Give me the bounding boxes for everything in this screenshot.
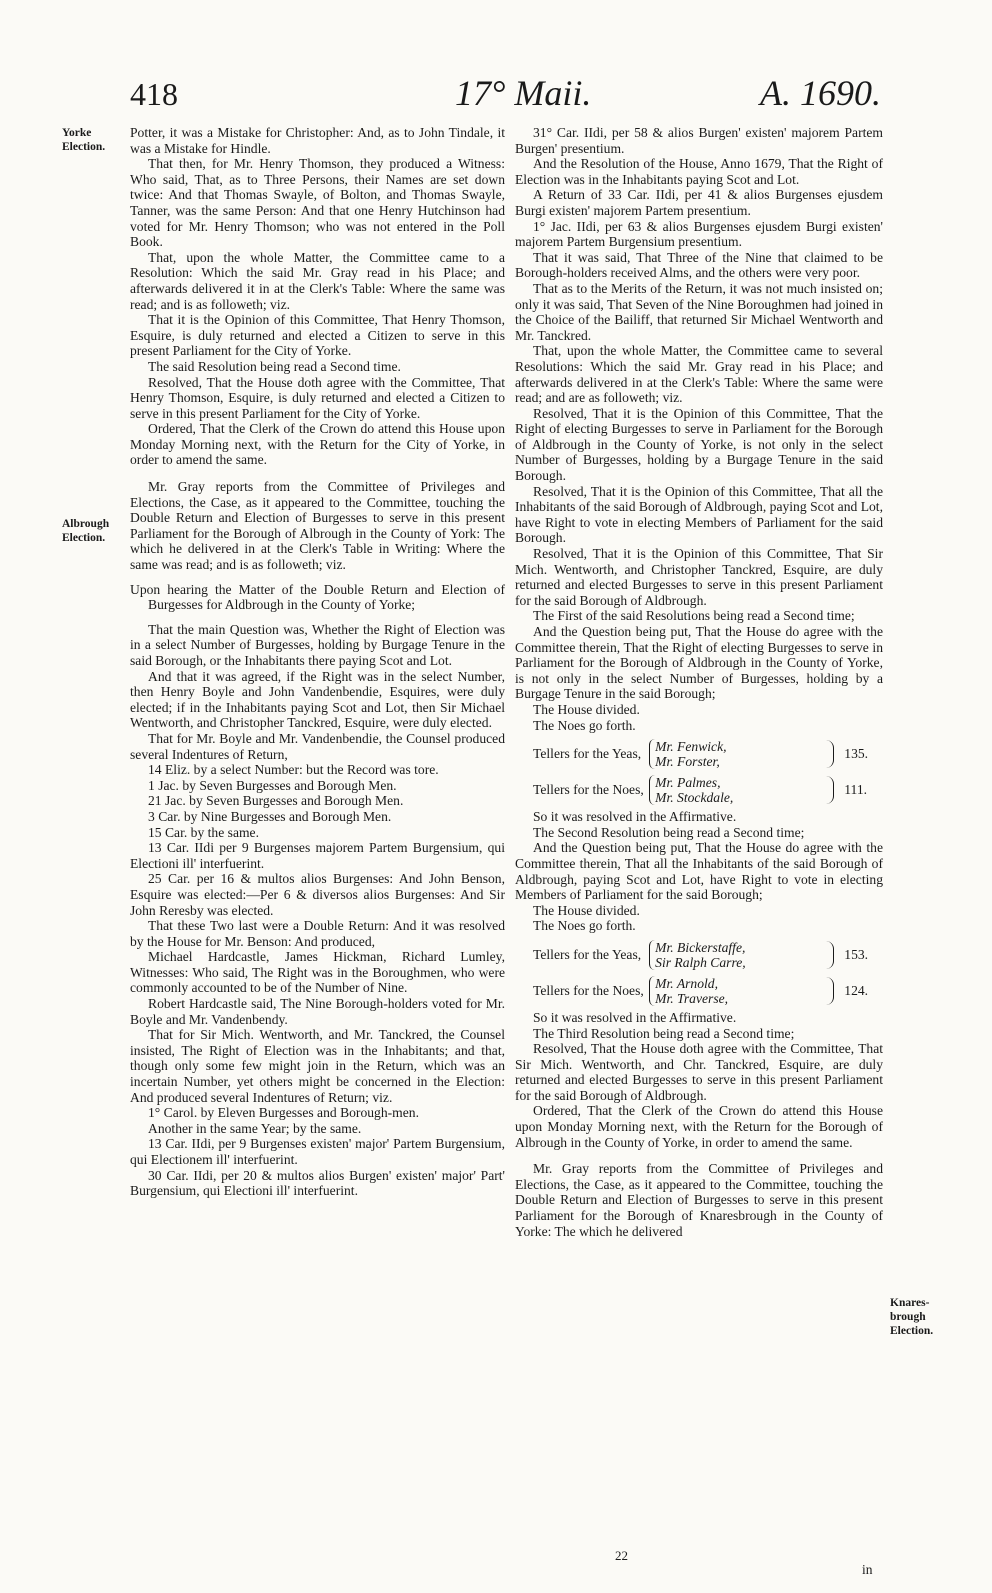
- paragraph: That, upon the whole Matter, the Committee came to several Resolutions: Which the said Mr. Gray read in his Place; and afterwards delivered in at the Clerk's Table: Where the same were read; and are as followeth; viz.: [515, 343, 883, 406]
- list-item: 25 Car. per 16 & multos alios Burgenses: And John Benson, Esquire was elected:—Per 6 & diversos alios Burgenses: And Sir John Reresby was elected.: [130, 871, 505, 918]
- list-item: 1 Jac. by Seven Burgesses and Borough Men.: [148, 777, 397, 793]
- brace: [820, 941, 835, 969]
- brace: [820, 776, 835, 804]
- paragraph: And that it was agreed, if the Right was in the select Number, then Henry Boyle and John Vandenbendie, Esquires, were duly elected; if in the Inhabitants paying Scot and Lot, then Sir Michael Wentworth, and Christopher Tanckred, Esquire, were duly elected.: [130, 668, 505, 731]
- paragraph: Mr. Gray reports from the Committee of Privileges and Elections, the Case, as it appeared to the Committee, touching the Double Return and Election of Burgesses to serve in this present Parliament for the Borough of Knaresbrough in the County of Yorke: The which he delivered: [515, 1161, 883, 1239]
- vote-count: 153.: [844, 947, 869, 963]
- paragraph: Upon hearing the Matter of the Double Return and Election of Burgesses for Aldbrough in the County of Yorke;: [130, 581, 505, 613]
- catchword: in: [862, 1562, 873, 1577]
- paragraph: The Noes go forth.: [533, 717, 636, 733]
- list-item: 13 Car. IIdi, per 9 Burgenses existen' major' Partem Burgensium, qui Electionem ill' interfuerint.: [130, 1136, 505, 1167]
- paragraph: The Noes go forth.: [533, 918, 636, 934]
- paragraph: That these Two last were a Double Return: And it was resolved by the House for Mr. Benson: And produced,: [130, 918, 505, 949]
- list-item: Another in the same Year; by the same.: [148, 1120, 362, 1136]
- list-item: 14 Eliz. by a select Number: but the Record was tore.: [148, 762, 439, 778]
- paragraph: That as to the Merits of the Return, it was not much insisted on; only it was said, That Seven of the Nine Boroughmen had joined in the Choice of the Bailiff, that returned Sir Michael Wentworth and Mr. Tanckred.: [515, 280, 883, 343]
- list-item: 3 Car. by Nine Burgesses and Borough Men.: [148, 808, 392, 824]
- paragraph: Potter, it was a Mistake for Christopher: And, as to John Tindale, it was a Mistake for Hindle.: [130, 125, 505, 156]
- teller-name: Mr. Bickerstaffe,: [655, 939, 746, 955]
- page-year: A. 1690.: [760, 73, 881, 113]
- paragraph: So it was resolved in the Affirmative.: [533, 1009, 737, 1025]
- paragraph: Resolved, That it is the Opinion of this Committee, That all the Inhabitants of the said Borough of Aldbrough, paying Scot and Lot, have Right to vote in electing Members of Parliament for the said Borough.: [515, 483, 883, 546]
- paragraph: And the Resolution of the House, Anno 1679, That the Right of Election was in the Inhabitants paying Scot and Lot.: [515, 156, 883, 187]
- signature-mark: 22: [615, 1548, 628, 1563]
- right-column: [515, 125, 883, 1239]
- tellers-label: Tellers for the Noes,: [533, 983, 644, 999]
- margin-note-knaresbrough: Knares-brough Election.: [890, 1297, 934, 1337]
- tellers-noes-division-1: [533, 775, 883, 805]
- page-header: [0, 72, 992, 122]
- tellers-label: Tellers for the Yeas,: [533, 947, 642, 963]
- brace: [820, 740, 835, 768]
- list-item: 30 Car. IIdi, per 20 & multos alios Burgen' existen' major' Part' Burgensium, qui Electioni ill' interfuerint.: [130, 1167, 505, 1199]
- page-number: 418: [130, 76, 178, 112]
- vote-count: 111.: [844, 782, 868, 798]
- paragraph: Resolved, That the House doth agree with the Committee, That Sir Mich. Wentworth, and Chr. Tanckred, Esquire, are duly returned and elected Burgesses to serve in this present Parliament for the said Borough of Aldbrough.: [515, 1041, 883, 1103]
- teller-name: Mr. Traverse,: [655, 990, 729, 1006]
- paragraph: That it was said, That Three of the Nine that claimed to be Borough-holders received Alms, and the others were very poor.: [515, 249, 883, 281]
- tellers-noes-division-2: [533, 976, 883, 1006]
- tellers-yeas-division-1: [533, 739, 883, 769]
- paragraph: That the main Question was, Whether the Right of Election was in a select Number of Burgesses, holding by Burgage Tenure in the said Borough, or the Inhabitants there paying Scot and Lot.: [130, 621, 505, 668]
- paragraph: And the Question being put, That the House do agree with the Committee therein, That all the Inhabitants of the said Borough of Aldbrough, paying Scot and Lot, have Right to vote in electing Members of Parliament for the said Borough;: [515, 840, 883, 903]
- paragraph: That, upon the whole Matter, the Committee came to a Resolution: Which the said Mr. Gray read in his Place; and afterwards delivered it in at the Clerk's Table: Where the same was read; and is as followeth; viz.: [130, 249, 505, 312]
- paragraph: The House divided.: [533, 701, 640, 717]
- page-date: 17° Maii.: [455, 73, 592, 113]
- paragraph: Ordered, That the Clerk of the Crown do attend this House upon Monday Morning next, with the Return for the City of Yorke, in order to amend the same.: [130, 421, 505, 468]
- tellers-names: [649, 739, 820, 769]
- teller-name: Mr. Palmes,: [655, 775, 721, 791]
- margin-note-yorke: Yorke Election.: [62, 127, 106, 153]
- tellers-label: Tellers for the Noes,: [533, 782, 644, 798]
- tellers-yeas-division-2: [533, 940, 883, 970]
- paragraph: So it was resolved in the Affirmative.: [533, 809, 737, 825]
- paragraph: The First of the said Resolutions being read a Second time;: [533, 608, 855, 624]
- teller-name: Mr. Arnold,: [655, 975, 718, 991]
- brace: [820, 977, 835, 1005]
- list-item: 21 Jac. by Seven Burgesses and Borough Men.: [148, 793, 404, 809]
- paragraph: Michael Hardcastle, James Hickman, Richard Lumley, Witnesses: Who said, The Right was in the Boroughmen, who were commonly accounted to be of the Number of Nine.: [130, 949, 505, 996]
- paragraph: Robert Hardcastle said, The Nine Borough-holders voted for Mr. Boyle and Mr. Vandenbendy.: [130, 996, 505, 1027]
- paragraph: Resolved, That it is the Opinion of this Committee, That the Right of electing Burgesses to serve in Parliament for the Borough of Aldbrough in the County of Yorke, is not only in the select Number of Burgesses, holding by a Burgage Tenure in the said Borough.: [515, 405, 883, 484]
- paragraph: Ordered, That the Clerk of the Crown do attend this House upon Monday Morning next, with the Return for the Borough of Albrough in the County of Yorke, in order to amend the same.: [515, 1103, 883, 1150]
- vote-count: 124.: [844, 983, 869, 999]
- paragraph: The House divided.: [533, 902, 640, 918]
- paragraph: That for Mr. Boyle and Mr. Vandenbendie, the Counsel produced several Indentures of Return,: [130, 730, 505, 762]
- teller-name: Mr. Stockdale,: [655, 790, 734, 806]
- list-item: 1° Carol. by Eleven Burgesses and Borough-men.: [148, 1105, 419, 1121]
- tellers-label: Tellers for the Yeas,: [533, 746, 642, 762]
- teller-name: Mr. Fenwick,: [655, 739, 727, 755]
- paragraph: That it is the Opinion of this Committee, That Henry Thomson, Esquire, is duly returned and elected a Citizen to serve in this present Parliament for the City of Yorke.: [130, 312, 505, 359]
- list-item: 13 Car. IIdi per 9 Burgenses majorem Partem Burgensium, qui Electioni ill' interfuerint.: [130, 840, 505, 871]
- teller-name: Mr. Forster,: [655, 754, 720, 770]
- paragraph: Mr. Gray reports from the Committee of Privileges and Elections, the Case, as it appeared to the Committee, touching the Double Return and Election of Burgesses to serve in this present Parliament for the Borough of Albrough in the County of York: The which he delivered in at the Clerk's Table in Writing: Where the same was read; and is as followeth; viz.: [130, 479, 505, 573]
- paragraph: And the Question being put, That the House do agree with the Committee therein, That the Right of electing Burgesses to serve in Parliament for the Borough of Aldbrough in the County of Yorke, is not only in the select Number of Burgesses, holding by a Burgage Tenure in the said Borough;: [515, 624, 883, 702]
- paragraph: Resolved, That the House doth agree with the Committee, That Henry Thomson, Esquire, is duly returned and elected a Citizen to serve in this present Parliament for the City of Yorke.: [130, 374, 505, 421]
- left-column: [130, 125, 505, 1199]
- paragraph: That then, for Mr. Henry Thomson, they produced a Witness: Who said, That, as to Three Persons, their Names are set down twice: And that Thomas Swayle, of Bolton, and Thomas Swayle, Tanner, was the same Person: And that one Henry Hutchinson had voted for Mr. Henry Thomson; who was not entered in the Poll Book.: [130, 156, 505, 250]
- tellers-names: [649, 976, 820, 1006]
- paragraph: The said Resolution being read a Second time.: [148, 358, 401, 374]
- teller-name: Sir Ralph Carre,: [655, 954, 746, 970]
- vote-count: 135.: [844, 746, 869, 762]
- list-item: 15 Car. by the same.: [148, 824, 259, 840]
- paragraph: Resolved, That it is the Opinion of this Committee, That Sir Mich. Wentworth, and Christopher Tanckred, Esquire, are duly returned and elected Burgesses to serve in this present Parliament for the said Borough of Aldbrough.: [515, 546, 883, 608]
- paragraph: That for Sir Mich. Wentworth, and Mr. Tanckred, the Counsel insisted, The Right of Election was in the Inhabitants; and that, though only some few might join in the Return, which was an incertain Number, yet others might be concerned in the Election: And produced several Indentures of Return; viz.: [130, 1027, 505, 1105]
- tellers-names: [649, 940, 820, 970]
- paragraph: 31° Car. IIdi, per 58 & alios Burgen' existen' majorem Partem Burgen' presentium.: [515, 125, 883, 156]
- margin-note-albrough: Albrough Election.: [62, 518, 110, 544]
- paragraph: A Return of 33 Car. IIdi, per 41 & alios Burgenses ejusdem Burgi existen' majorem Partem presentium.: [515, 187, 883, 218]
- paragraph: The Third Resolution being read a Second time;: [533, 1025, 795, 1041]
- tellers-names: [649, 775, 820, 805]
- paragraph: 1° Jac. IIdi, per 63 & alios Burgenses ejusdem Burgi existen' majorem Partem Burgensium presentium.: [515, 218, 883, 250]
- paragraph: The Second Resolution being read a Second time;: [533, 824, 805, 840]
